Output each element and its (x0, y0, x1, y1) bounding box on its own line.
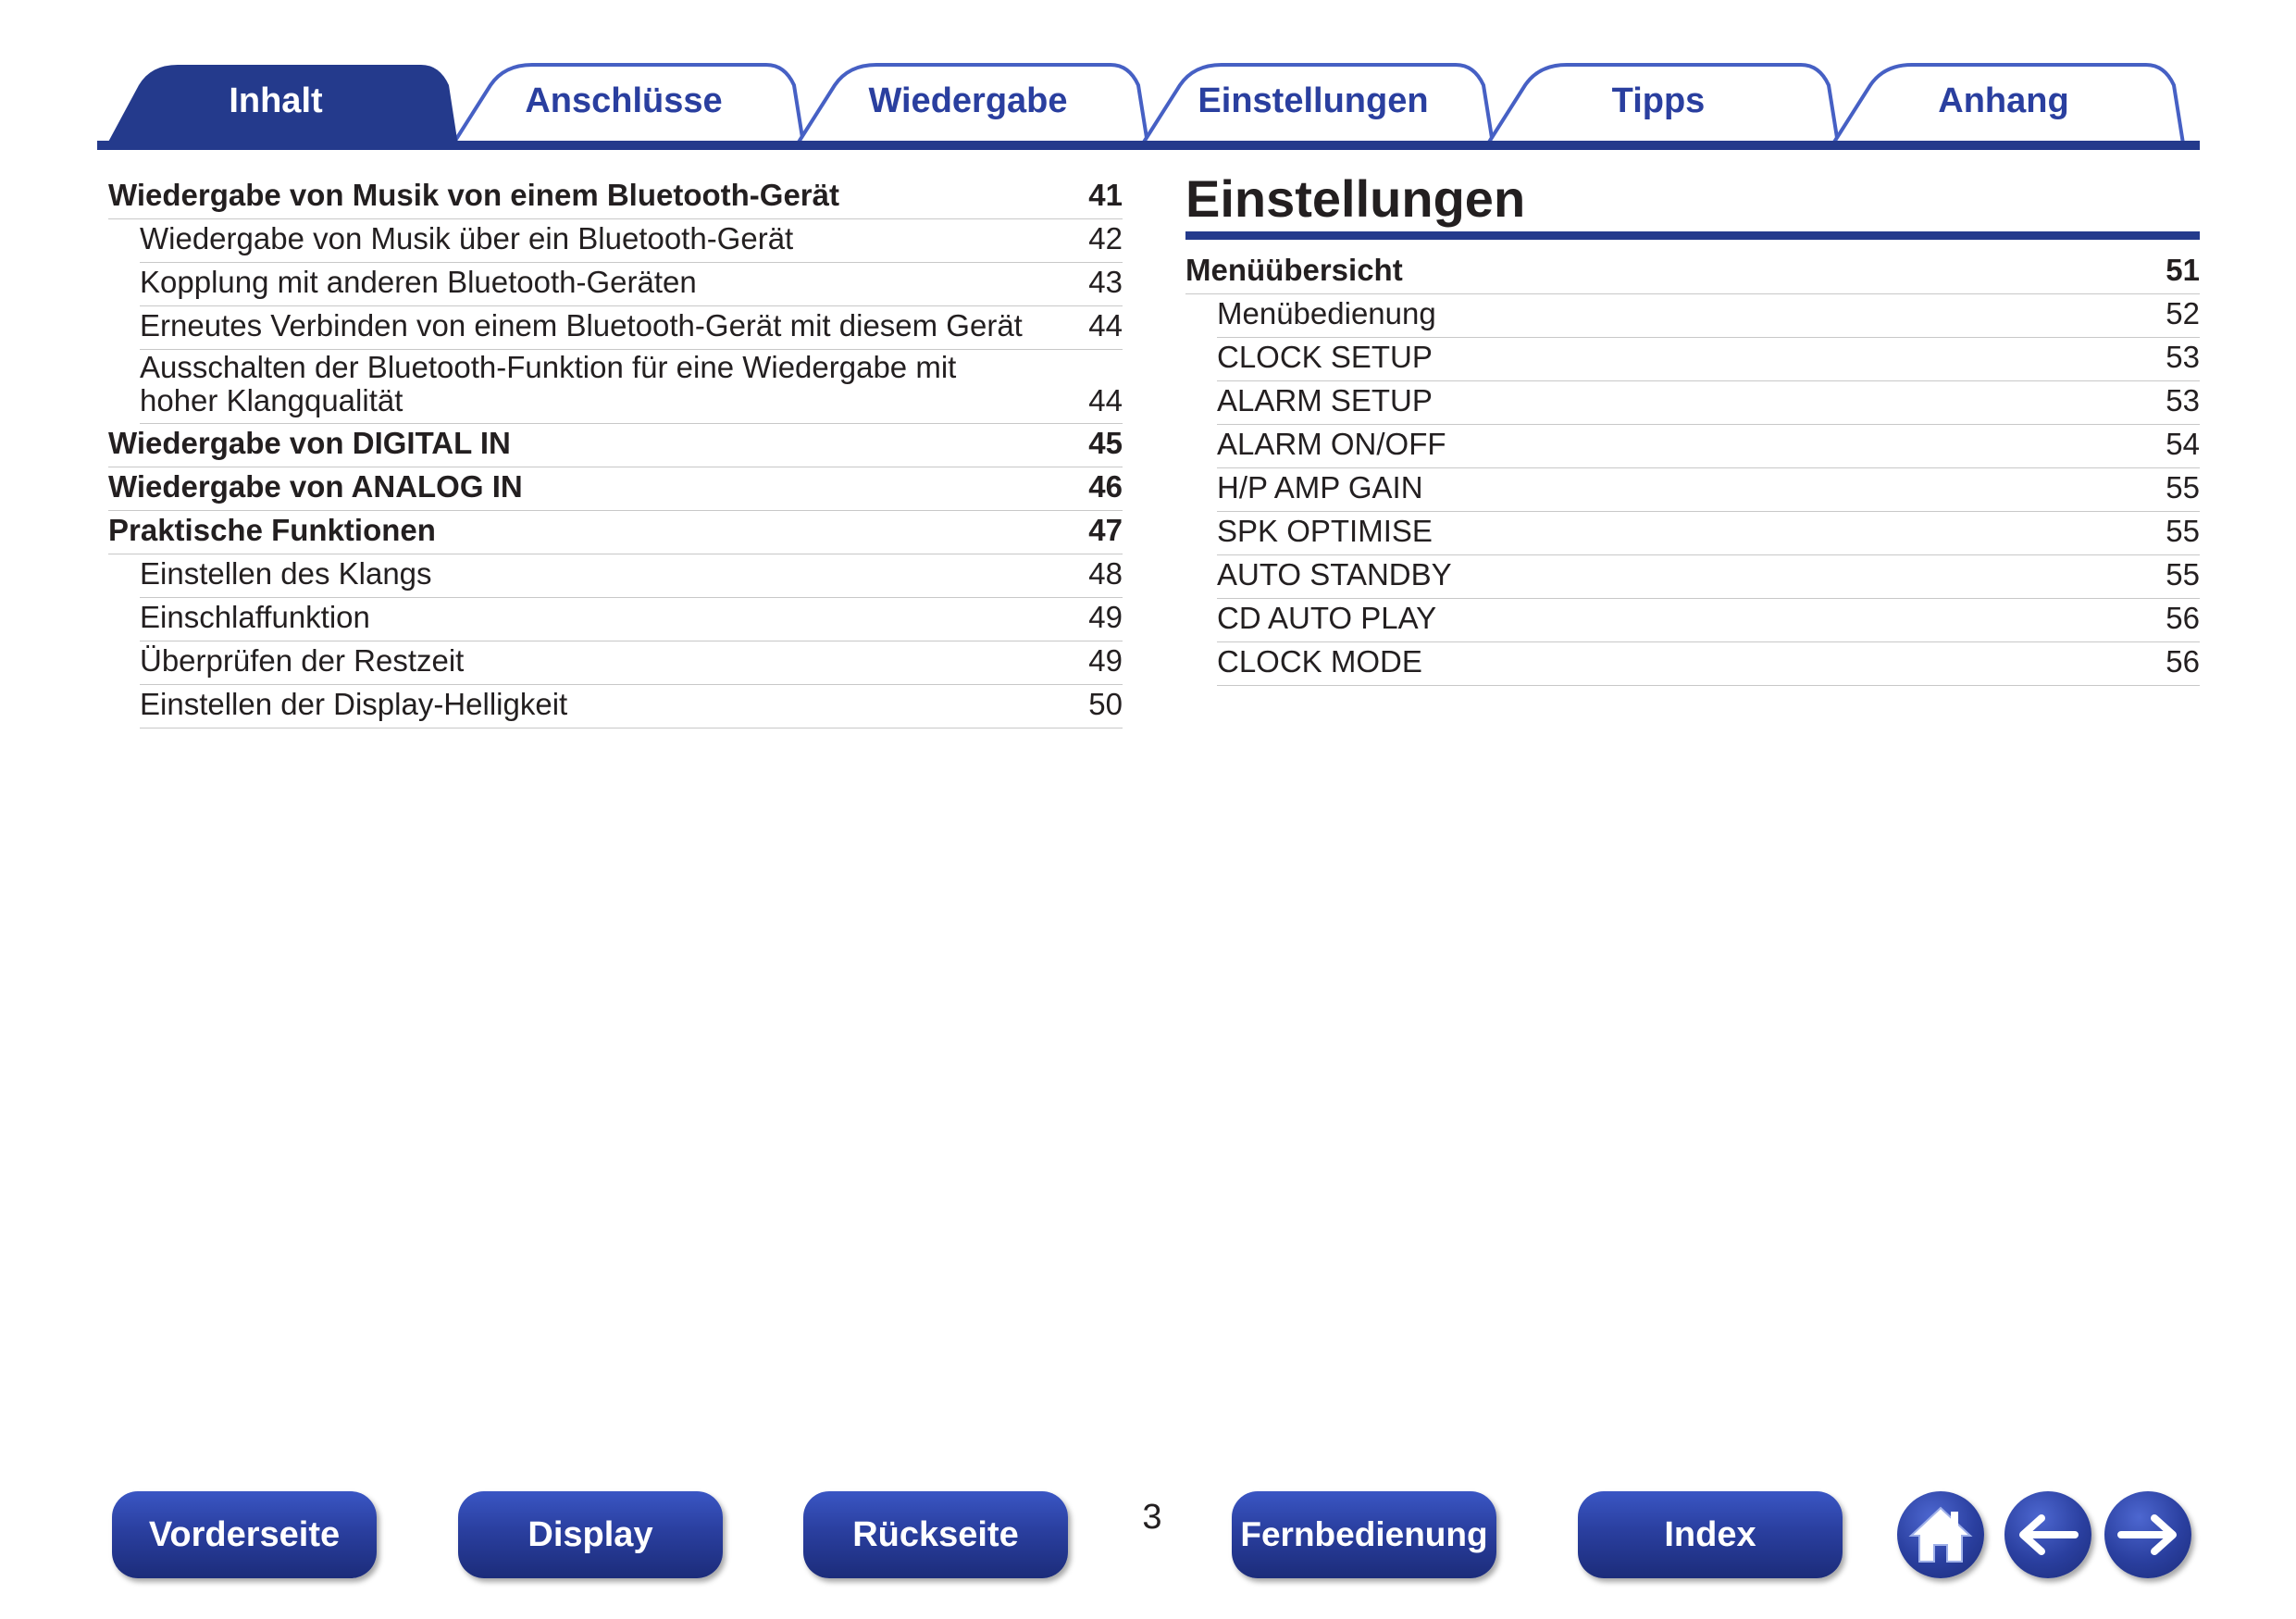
toc-entry[interactable] (1217, 294, 2200, 338)
toc-entry-page: 49 (1088, 643, 1123, 678)
index-button[interactable]: Index (1578, 1491, 1843, 1578)
toc-entry-title: Praktische Funktionen (108, 513, 436, 547)
toc-entry-page: 53 (2166, 340, 2200, 374)
arrow-left-icon (2016, 1512, 2080, 1558)
toc-entry-title: SPK OPTIMISE (1217, 514, 1433, 548)
toc-entry-title: Ausschalten der Bluetooth-Funktion für eine Wiedergabe mit hoher Klangqualität (140, 350, 957, 417)
toc-entry-page: 49 (1088, 600, 1123, 634)
toc-entry[interactable] (108, 467, 1123, 511)
toc-entry-title: Wiedergabe von Musik über ein Bluetooth-Gerät (140, 221, 794, 255)
forward-button[interactable] (2104, 1491, 2191, 1578)
toc-entry-title: ALARM SETUP (1217, 383, 1433, 417)
section-spacer (1185, 240, 2200, 251)
home-button[interactable] (1897, 1491, 1984, 1578)
tab-einstellungen-label: Einstellungen (1198, 81, 1429, 120)
section-title: Einstellungen (1185, 167, 2200, 240)
toc-entry[interactable] (140, 685, 1123, 729)
toc-entry-page: 52 (2166, 296, 2200, 330)
toc-entry-page: 41 (1088, 178, 1123, 212)
toc-entry[interactable] (1185, 251, 2200, 294)
tab-anhang-label: Anhang (1938, 81, 2069, 120)
toc-entry-page: 56 (2166, 601, 2200, 635)
toc-entry[interactable] (1217, 599, 2200, 642)
arrow-right-icon (2116, 1512, 2180, 1558)
toc-entry[interactable] (140, 263, 1123, 306)
toc-entry-page: 47 (1088, 513, 1123, 547)
toc-entry-page: 53 (2166, 383, 2200, 417)
home-icon (1908, 1504, 1973, 1565)
toc-entry-page: 51 (2166, 253, 2200, 287)
toc-entry[interactable] (1217, 642, 2200, 686)
toc-entry[interactable] (1217, 338, 2200, 381)
toc-entry-page: 55 (2166, 470, 2200, 504)
tab-wiedergabe[interactable] (798, 65, 1148, 143)
toc-entry-title: ALARM ON/OFF (1217, 427, 1446, 461)
toc-entry-title: Wiedergabe von Musik von einem Bluetooth-Gerät (108, 178, 839, 212)
tab-tipps-label: Tipps (1611, 81, 1706, 120)
toc-entry-title: H/P AMP GAIN (1217, 470, 1423, 504)
toc-entry-title: Wiedergabe von DIGITAL IN (108, 426, 511, 460)
toc-entry-title: Menüübersicht (1185, 253, 1403, 287)
chapter-tab-bar (0, 0, 2296, 157)
toc-entry-title: CD AUTO PLAY (1217, 601, 1437, 635)
fernbedienung-button[interactable]: Fernbedienung (1232, 1491, 1496, 1578)
toc-entry-title: CLOCK SETUP (1217, 340, 1433, 374)
toc-entry-title: AUTO STANDBY (1217, 557, 1452, 592)
toc-entry-title: Kopplung mit anderen Bluetooth-Geräten (140, 265, 697, 299)
tab-einstellungen[interactable] (1143, 65, 1493, 143)
rueckseite-button[interactable]: Rückseite (803, 1491, 1068, 1578)
toc-entry-title: Menübedienung (1217, 296, 1436, 330)
tab-anschluesse[interactable] (453, 65, 803, 143)
toc-entry-page: 44 (1088, 308, 1123, 342)
toc-entry-page: 44 (1088, 383, 1123, 417)
toc-entry-title: Überprüfen der Restzeit (140, 643, 465, 678)
toc-entry[interactable] (140, 219, 1123, 263)
tab-underline (97, 141, 2200, 150)
toc-entry-page: 42 (1088, 221, 1123, 255)
toc-entry[interactable] (108, 176, 1123, 219)
toc-entry[interactable] (108, 424, 1123, 467)
toc-entry-title: Wiedergabe von ANALOG IN (108, 469, 523, 504)
toc-entry-page: 54 (2166, 427, 2200, 461)
toc-entry-page: 50 (1088, 687, 1123, 721)
toc-entry[interactable] (1217, 512, 2200, 555)
tab-inhalt-label: Inhalt (229, 81, 323, 120)
toc-entry[interactable] (140, 641, 1123, 685)
tab-anschluesse-label: Anschlüsse (525, 81, 723, 120)
toc-entry-page: 55 (2166, 557, 2200, 592)
toc-entry-title: Erneutes Verbinden von einem Bluetooth-Gerät mit diesem Gerät (140, 308, 1023, 342)
toc-entry[interactable] (140, 598, 1123, 641)
toc-right-column (1185, 167, 2200, 686)
toc-entry-page: 46 (1088, 469, 1123, 504)
toc-left-column (108, 176, 1123, 729)
toc-entry[interactable] (108, 511, 1123, 554)
toc-entry-title: Einschlaffunktion (140, 600, 370, 634)
page-number: 3 (1142, 1498, 1162, 1537)
toc-entry[interactable] (1217, 468, 2200, 512)
toc-entry[interactable] (1217, 381, 2200, 425)
tab-wiedergabe-label: Wiedergabe (868, 81, 1068, 120)
toc-entry-page: 45 (1088, 426, 1123, 460)
toc-entry-title: CLOCK MODE (1217, 644, 1422, 679)
toc-entry[interactable] (1217, 425, 2200, 468)
toc-entry-title: Einstellen des Klangs (140, 556, 432, 591)
toc-entry-title: Einstellen der Display-Helligkeit (140, 687, 568, 721)
toc-entry[interactable] (140, 554, 1123, 598)
tab-anhang[interactable] (1833, 65, 2183, 143)
tab-inhalt[interactable] (106, 65, 458, 145)
toc-entry-page: 43 (1088, 265, 1123, 299)
toc-entry-page: 55 (2166, 514, 2200, 548)
back-button[interactable] (2004, 1491, 2091, 1578)
display-button[interactable]: Display (458, 1491, 723, 1578)
toc-entry[interactable] (140, 306, 1123, 350)
toc-entry-page: 48 (1088, 556, 1123, 591)
vorderseite-button[interactable]: Vorderseite (112, 1491, 377, 1578)
toc-entry[interactable] (1217, 555, 2200, 599)
toc-entry-page: 56 (2166, 644, 2200, 679)
tab-tipps[interactable] (1488, 65, 1838, 143)
toc-entry[interactable] (140, 350, 1123, 424)
